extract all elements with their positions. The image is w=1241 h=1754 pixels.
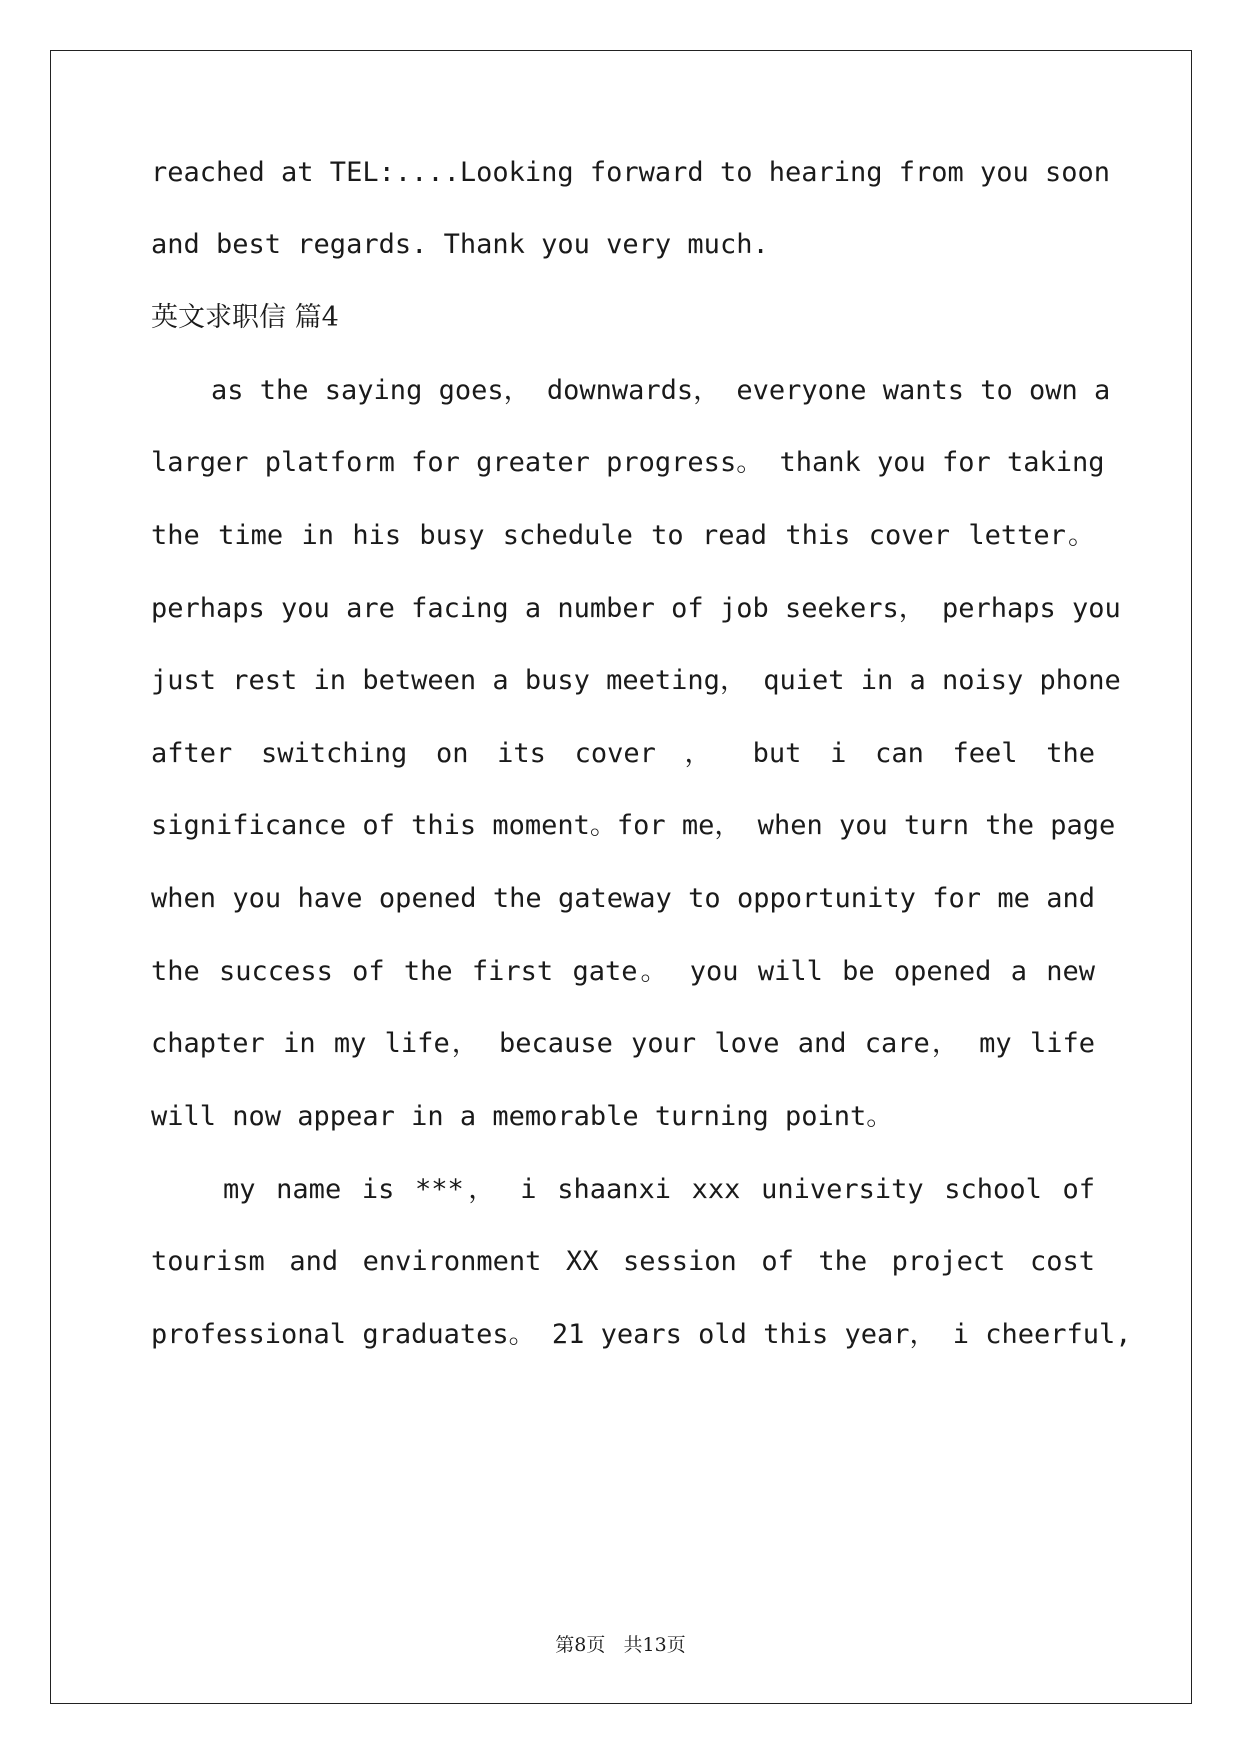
text-line: professional graduates。 21 years old this year， i cheerful, [151,1319,1132,1350]
page-total: 共13页 [623,1634,686,1656]
section-heading: 英文求职信 篇4 [151,302,339,333]
text-line: significance of this moment。for me， when you turn the page [151,810,1116,841]
text-line: after switching on its cover ， but i can feel the [151,738,1095,769]
text-line: the success of the first gate。 you will be opened a new [151,956,1095,987]
text-line: reached at TEL:....Looking forward to hearing from you soon [151,157,1111,188]
text-line: just rest in between a busy meeting， quiet in a noisy phone [151,665,1121,696]
text-line: as the saying goes， downwards， everyone wants to own a [211,375,1111,406]
page-number: 第8页 [555,1634,606,1656]
text-line: larger platform for greater progress。 thank you for taking [151,447,1105,478]
text-line: tourism and environment XX session of the project cost [151,1246,1095,1277]
text-line: when you have opened the gateway to opportunity for me and [151,883,1095,914]
text-line: the time in his busy schedule to read this cover letter。 [151,520,1095,551]
text-line: my name is ***， i shaanxi xxx university school of [223,1174,1095,1205]
text-line: perhaps you are facing a number of job seekers， perhaps you [151,593,1121,624]
text-line: and best regards. Thank you very much. [151,229,769,260]
page-footer [0,1630,1241,1657]
text-line: will now appear in a memorable turning point。 [151,1101,894,1132]
text-line: chapter in my life， because your love and care， my life [151,1028,1095,1059]
